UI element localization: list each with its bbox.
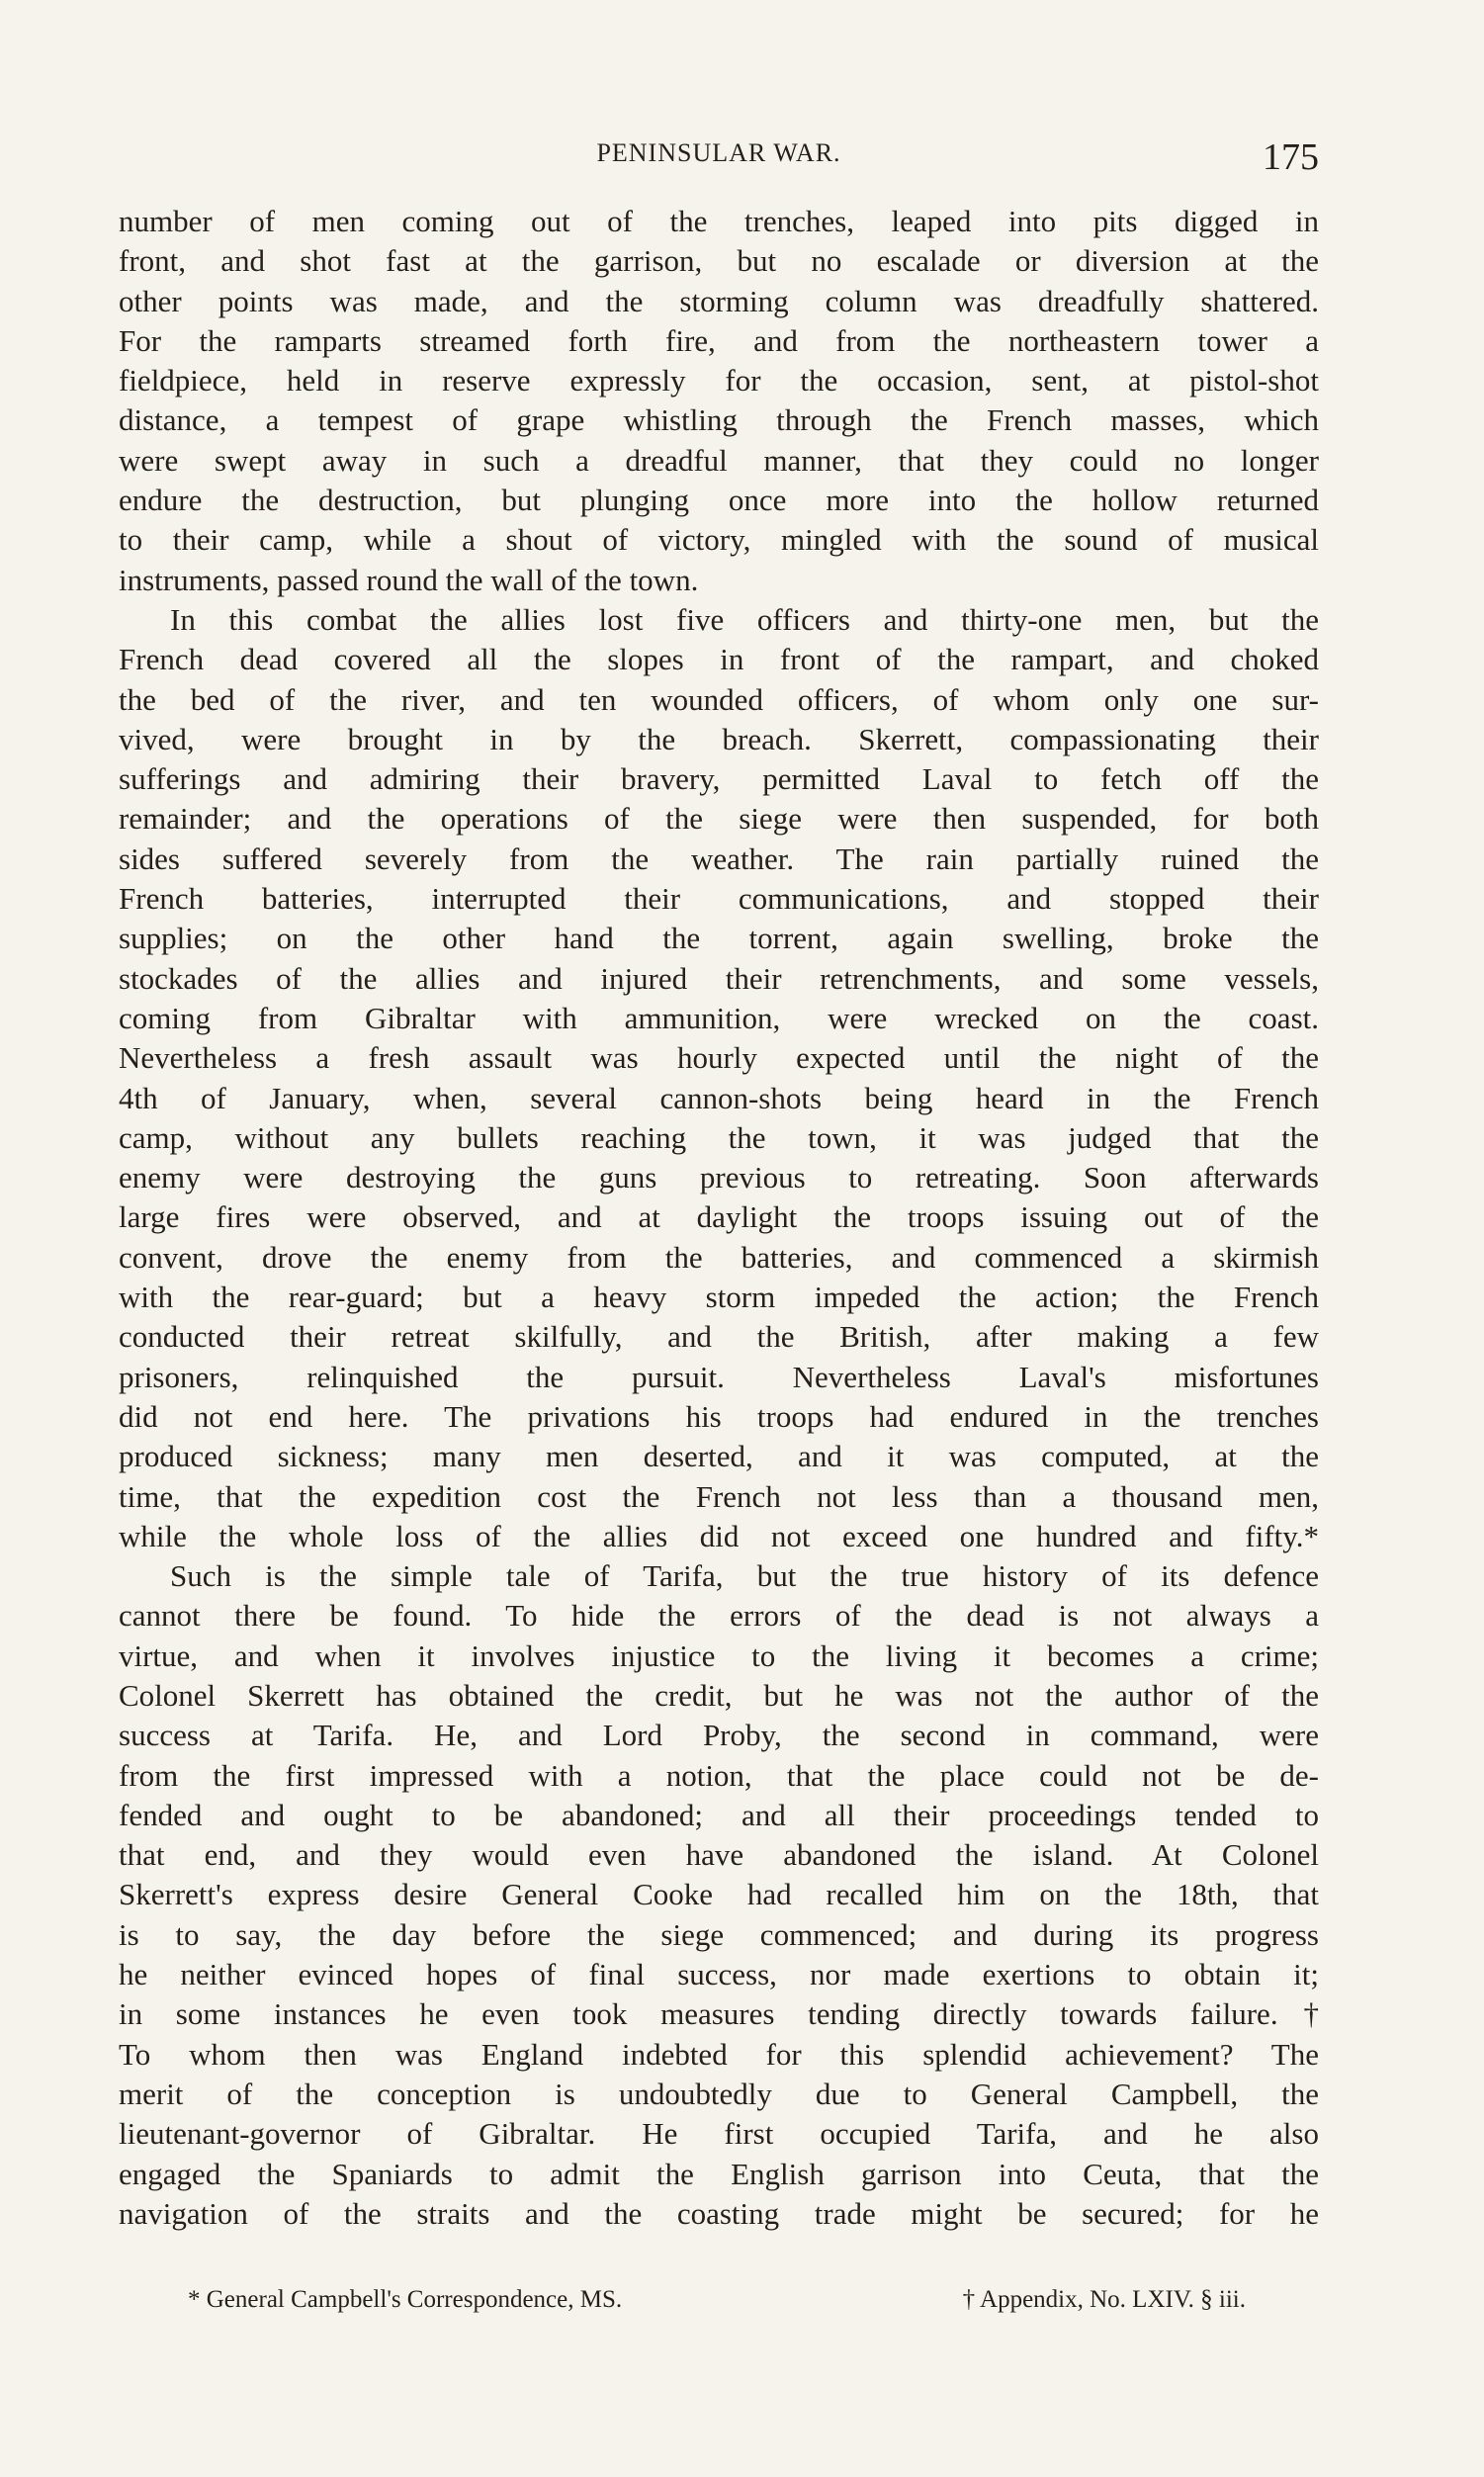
- text-line: is to say, the day before the siege commenced; and during its progress: [119, 1916, 1319, 1952]
- text-line: convent, drove the enemy from the batteries, and commenced a skirmish: [119, 1239, 1319, 1275]
- text-line: Nevertheless a fresh assault was hourly expected until the night of the: [119, 1040, 1319, 1076]
- text-line: produced sickness; many men deserted, and it was computed, at the: [119, 1439, 1319, 1474]
- paragraph-start-line: Such is the simple tale of Tarifa, but the true history of its defence: [170, 1558, 1319, 1594]
- text-line: vived, were brought in by the breach. Skerrett, compassionating their: [119, 721, 1319, 756]
- text-line: with the rear-guard; but a heavy storm impeded the action; the French: [119, 1280, 1319, 1315]
- text-line: number of men coming out of the trenches, leaped into pits digged in: [119, 204, 1319, 238]
- text-line: engaged the Spaniards to admit the English garrison into Ceuta, that the: [119, 2156, 1319, 2191]
- text-line: virtue, and when it involves injustice to the living it becomes a crime;: [119, 1637, 1319, 1673]
- text-line: distance, a tempest of grape whistling through the French masses, which: [119, 402, 1319, 438]
- footnotes: [188, 2286, 1246, 2324]
- running-head: [119, 131, 1319, 180]
- text-line: from the first impressed with a notion, that the place could not be de-: [119, 1757, 1319, 1793]
- text-line: that end, and they would even have abandoned the island. At Colonel: [119, 1837, 1319, 1873]
- text-line: conducted their retreat skilfully, and the British, after making a few: [119, 1319, 1319, 1355]
- text-line: lieutenant-governor of Gibraltar. He first occupied Tarifa, and he also: [119, 2116, 1319, 2152]
- text-line: navigation of the straits and the coasting trade might be secured; for he: [119, 2195, 1319, 2231]
- body-text: [119, 202, 1319, 2234]
- text-line: fieldpiece, held in reserve expressly for the occasion, sent, at pistol-shot: [119, 363, 1319, 398]
- text-line: sides suffered severely from the weather. The rain partially ruined the: [119, 840, 1319, 876]
- text-line: coming from Gibraltar with ammunition, were wrecked on the coast.: [119, 1000, 1319, 1035]
- text-line: while the whole loss of the allies did not exceed one hundred and fifty.*: [119, 1518, 1319, 1553]
- text-line: were swept away in such a dreadful manner, that they could no longer: [119, 442, 1319, 478]
- text-line: camp, without any bullets reaching the town, it was judged that the: [119, 1119, 1319, 1155]
- text-line: To whom then was England indebted for this splendid achievement? The: [119, 2036, 1319, 2072]
- text-line: supplies; on the other hand the torrent, again swelling, broke the: [119, 921, 1319, 956]
- paragraph-start-line: In this combat the allies lost five officers and thirty-one men, but the: [170, 601, 1319, 637]
- text-line: to their camp, while a shout of victory, mingled with the sound of musical: [119, 522, 1319, 558]
- text-line: remainder; and the operations of the siege were then suspended, for both: [119, 801, 1319, 837]
- text-line: sufferings and admiring their bravery, permitted Laval to fetch off the: [119, 761, 1319, 797]
- text-line: he neither evinced hopes of final success, nor made exertions to obtain it;: [119, 1957, 1319, 1992]
- text-line: fended and ought to be abandoned; and all their proceedings tended to: [119, 1797, 1319, 1832]
- text-line: front, and shot fast at the garrison, but no escalade or diversion at the: [119, 243, 1319, 279]
- text-line: did not end here. The privations his troops had endured in the trenches: [119, 1398, 1319, 1434]
- footnote-dagger: † Appendix, No. LXIV. § iii.: [962, 2286, 1246, 2313]
- text-line: prisoners, relinquished the pursuit. Nevertheless Laval's misfortunes: [119, 1359, 1319, 1394]
- text-line: Colonel Skerrett has obtained the credit, but he was not the author of the: [119, 1677, 1319, 1713]
- running-title: PENINSULAR WAR.: [596, 138, 841, 167]
- text-line: other points was made, and the storming column was dreadfully shattered.: [119, 283, 1319, 318]
- text-line: enemy were destroying the guns previous to retreating. Soon afterwards: [119, 1160, 1319, 1195]
- text-line: 4th of January, when, several cannon-shots being heard in the French: [119, 1080, 1319, 1115]
- text-line: the bed of the river, and ten wounded officers, of whom only one sur-: [119, 681, 1319, 717]
- text-line: For the ramparts streamed forth fire, and from the northeastern tower a: [119, 322, 1319, 358]
- text-line: cannot there be found. To hide the errors of the dead is not always a: [119, 1598, 1319, 1634]
- text-line: large fires were observed, and at daylight the troops issuing out of the: [119, 1199, 1319, 1235]
- text-line: French dead covered all the slopes in front of the rampart, and choked: [119, 642, 1319, 677]
- text-line: stockades of the allies and injured their retrenchments, and some vessels,: [119, 960, 1319, 996]
- text-line: in some instances he even took measures tending directly towards failure.†: [119, 1996, 1319, 2032]
- page-number: 175: [1263, 136, 1319, 178]
- text-line: French batteries, interrupted their communications, and stopped their: [119, 881, 1319, 917]
- text-line: instruments, passed round the wall of the town.: [119, 562, 699, 597]
- footnote-asterisk: * General Campbell's Correspondence, MS.: [188, 2286, 623, 2313]
- text-line: endure the destruction, but plunging once more into the hollow returned: [119, 483, 1319, 518]
- text-line: Skerrett's express desire General Cooke had recalled him on the 18th, that: [119, 1877, 1319, 1912]
- text-line: success at Tarifa. He, and Lord Proby, the second in command, were: [119, 1718, 1319, 1753]
- text-line: time, that the expedition cost the French not less than a thousand men,: [119, 1478, 1319, 1514]
- text-line: merit of the conception is undoubtedly due to General Campbell, the: [119, 2076, 1319, 2111]
